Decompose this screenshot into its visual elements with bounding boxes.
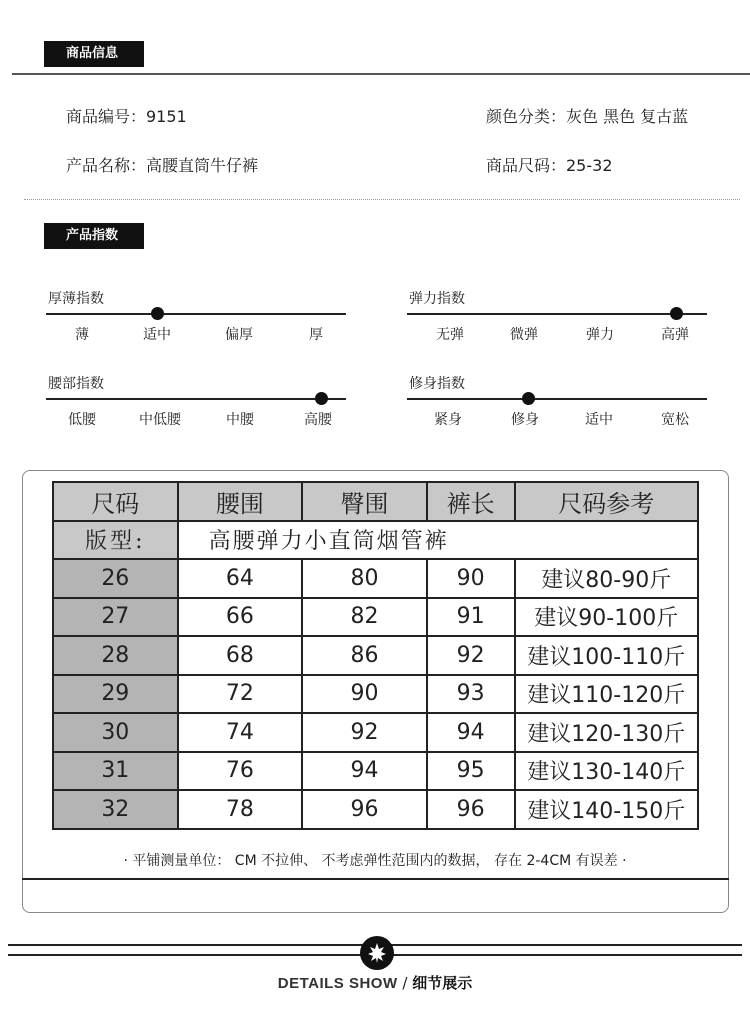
table-header-row: [53, 482, 698, 521]
waist-cell: 66: [178, 598, 303, 637]
style-row: [53, 521, 698, 560]
gauge-label: 高腰: [304, 412, 332, 428]
measurement-note: · 平铺测量单位： CM 不拉伸、 不考虑弹性范围内的数据， 存在 2-4CM 有误差 ·: [123, 853, 627, 869]
size-cell: 29: [53, 675, 178, 714]
length-cell: 93: [427, 675, 515, 714]
header-reference: 尺码参考: [515, 482, 698, 521]
style-label: 版型:: [53, 521, 178, 560]
gauge-label: 紧身: [434, 412, 462, 428]
gauge-title: 修身指数: [409, 376, 465, 392]
footer-title-zh: 细节展示: [412, 974, 473, 992]
product-index-tag: 产品指数: [44, 223, 144, 249]
hip-cell: 86: [302, 636, 427, 675]
gauge-label: 适中: [143, 327, 171, 343]
hip-cell: 82: [302, 598, 427, 637]
header-size: 尺码: [53, 482, 178, 521]
gauge-marker: [151, 307, 164, 320]
reference-cell: 建议130-140斤: [515, 752, 698, 791]
reference-cell: 建议90-100斤: [515, 598, 698, 637]
gauge-label: 无弹: [436, 327, 464, 343]
reference-cell: 建议120-130斤: [515, 713, 698, 752]
waist-cell: 76: [178, 752, 303, 791]
length-cell: 96: [427, 790, 515, 829]
size-cell: 30: [53, 713, 178, 752]
size-cell: 31: [53, 752, 178, 791]
gauge-label: 厚: [309, 327, 323, 343]
header-length: 裤长: [427, 482, 515, 521]
footer-title: [0, 972, 750, 993]
table-row: [53, 675, 698, 714]
gauge-title: 腰部指数: [48, 376, 104, 392]
dotted-divider: [24, 199, 740, 200]
product-name: 产品名称：高腰直筒牛仔裤: [66, 156, 259, 175]
gauge-label: 高弹: [661, 327, 689, 343]
gauge-line: [46, 313, 346, 315]
gauge-label: 中腰: [226, 412, 254, 428]
gauge-label: 修身: [511, 412, 539, 428]
gauge-label: 弹力: [586, 327, 614, 343]
waist-cell: 78: [178, 790, 303, 829]
footer-title-en: DETAILS SHOW: [277, 975, 398, 992]
card-divider: [22, 878, 729, 880]
table-row: [53, 598, 698, 637]
table-row: [53, 559, 698, 598]
table-row: [53, 713, 698, 752]
header-hip: 臀围: [302, 482, 427, 521]
table-row: [53, 752, 698, 791]
length-cell: 91: [427, 598, 515, 637]
size-table: [52, 481, 699, 830]
waist-cell: 64: [178, 559, 303, 598]
hip-cell: 80: [302, 559, 427, 598]
gauge-label: 宽松: [661, 412, 689, 428]
gauge-line: [46, 398, 346, 400]
style-value: 高腰弹力小直筒烟管裤: [178, 521, 698, 560]
waist-cell: 68: [178, 636, 303, 675]
size-cell: 27: [53, 598, 178, 637]
reference-cell: 建议110-120斤: [515, 675, 698, 714]
product-code: 商品编号：9151: [66, 107, 187, 126]
gauge-label: 微弹: [510, 327, 538, 343]
waist-cell: 74: [178, 713, 303, 752]
product-sizes: 商品尺码：25-32: [486, 156, 613, 175]
length-cell: 95: [427, 752, 515, 791]
gauge-title: 厚薄指数: [48, 291, 104, 307]
gauge-label: 偏厚: [225, 327, 253, 343]
length-cell: 90: [427, 559, 515, 598]
product-info-divider: [12, 73, 750, 75]
gauge-line: [407, 313, 707, 315]
hip-cell: 92: [302, 713, 427, 752]
table-row: [53, 790, 698, 829]
gauge-label: 薄: [75, 327, 89, 343]
reference-cell: 建议80-90斤: [515, 559, 698, 598]
hip-cell: 90: [302, 675, 427, 714]
leaf-icon: [360, 936, 394, 970]
size-cell: 26: [53, 559, 178, 598]
gauge-label: 适中: [585, 412, 613, 428]
product-colors: 颜色分类：灰色 黑色 复古蓝: [486, 107, 689, 126]
footer-separator: /: [397, 974, 413, 992]
gauge-marker: [315, 392, 328, 405]
reference-cell: 建议100-110斤: [515, 636, 698, 675]
gauge-marker: [670, 307, 683, 320]
gauge-label: 中低腰: [139, 412, 181, 428]
gauge-marker: [522, 392, 535, 405]
hip-cell: 96: [302, 790, 427, 829]
product-info-tag: 商品信息: [44, 41, 144, 67]
header-waist: 腰围: [178, 482, 303, 521]
length-cell: 94: [427, 713, 515, 752]
hip-cell: 94: [302, 752, 427, 791]
reference-cell: 建议140-150斤: [515, 790, 698, 829]
gauge-label: 低腰: [68, 412, 96, 428]
gauge-title: 弹力指数: [409, 291, 465, 307]
size-cell: 28: [53, 636, 178, 675]
waist-cell: 72: [178, 675, 303, 714]
length-cell: 92: [427, 636, 515, 675]
gauge-line: [407, 398, 707, 400]
size-cell: 32: [53, 790, 178, 829]
table-row: [53, 636, 698, 675]
